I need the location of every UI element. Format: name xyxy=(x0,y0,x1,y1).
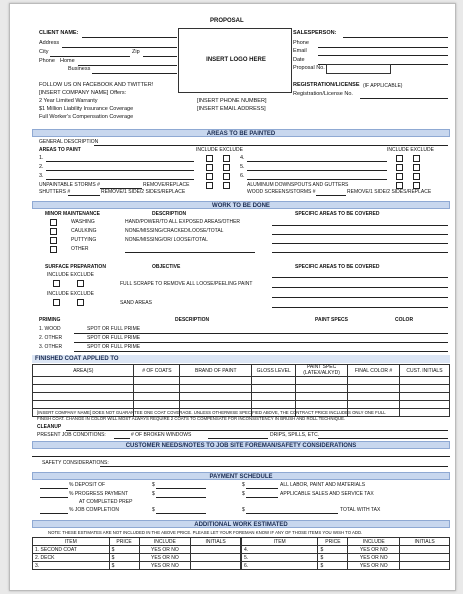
add-item-2: 2. DECK xyxy=(33,554,110,562)
deposit-dollar: $ xyxy=(152,482,155,488)
broken-windows-notes-field[interactable] xyxy=(208,438,268,439)
additional-work-title: ADDITIONAL WORK ESTIMATED xyxy=(194,522,288,528)
logo-placeholder-text: INSERT LOGO HERE xyxy=(206,57,266,63)
work-description-label: DESCRIPTION xyxy=(152,211,187,217)
progress-dollar: $ xyxy=(152,491,155,497)
address-field[interactable] xyxy=(62,47,177,48)
labor-amount-field[interactable] xyxy=(246,488,278,489)
additional-note: NOTE: THESE ESTIMATES ARE NOT INCLUDED IN THE ABOVE PRICE. PLEASE LET YOUR FOREMAN KNOW IF ANY OF THOSE ITEMS YOU WISH TO ADD. xyxy=(48,530,363,535)
add-include-4[interactable]: YES OR NO xyxy=(348,546,400,554)
zip-field[interactable] xyxy=(143,56,177,57)
home-label: Home xyxy=(60,58,75,64)
broken-windows-label: # OF BROKEN WINDOWS xyxy=(131,432,192,438)
caulking-label: CAULKING xyxy=(71,228,97,234)
tax-amount-field[interactable] xyxy=(246,497,278,498)
payment-title: PAYMENT SCHEDULE xyxy=(209,474,273,480)
caulking-areas-field[interactable] xyxy=(272,234,448,235)
include-exclude-left: INCLUDE EXCLUDE xyxy=(196,147,243,153)
area-row-2-label: 2. xyxy=(39,164,44,170)
form-title: PROPOSAL xyxy=(210,18,244,24)
proposal-no-label: Proposal No. xyxy=(293,65,325,71)
city-field[interactable] xyxy=(50,56,130,57)
specific-areas-label: SPECIFIC AREAS TO BE COVERED xyxy=(295,211,380,217)
additional-left-header-row xyxy=(33,538,241,546)
prep-areas-field-2[interactable] xyxy=(272,287,448,288)
prep-include-exclude-1: INCLUDE EXCLUDE xyxy=(47,272,94,278)
broken-windows-field[interactable] xyxy=(114,438,130,439)
add-price-2[interactable]: $ xyxy=(109,554,139,562)
prep-areas-field-3[interactable] xyxy=(272,297,448,298)
drips-field[interactable] xyxy=(318,438,448,439)
wood-screens-field[interactable] xyxy=(316,195,346,196)
add-right-col-item: ITEM xyxy=(242,538,318,546)
storms-exclude-checkbox[interactable] xyxy=(223,182,230,189)
email-placeholder: [INSERT EMAIL ADDRESS] xyxy=(197,106,266,112)
client-name-field[interactable] xyxy=(82,37,177,38)
labor-dollar: $ xyxy=(242,482,245,488)
registration-label: REGISTRATION/LICENSE xyxy=(293,82,360,88)
col-paint-spec: PAINT SPEC (LATEX/ALKYD) xyxy=(296,365,348,377)
add-price-3[interactable]: $ xyxy=(109,562,139,570)
cleanup-label: CLEANUP xyxy=(37,424,62,430)
disclaimer-line-2: FINISH COAT. CHANGE IN COLOR WILL MOST ALWAYS REQUIRE 2 COATS TO COMPENSATE FOR INCONSISTENCY IN BRUSH AND ROLL TECHNIQUE. xyxy=(37,416,346,421)
registration-no-label: Registration/License No. xyxy=(293,91,353,97)
add-left-col-include: INCLUDE xyxy=(139,538,191,546)
add-right-col-price: PRICE xyxy=(318,538,348,546)
puttying-checkbox[interactable] xyxy=(50,237,57,244)
finished-coat-header-row xyxy=(33,365,450,377)
city-label: City xyxy=(39,49,49,55)
table-row[interactable] xyxy=(33,377,450,385)
washing-label: WASHING xyxy=(71,219,95,225)
additional-right-header-row xyxy=(242,538,450,546)
storms-include-checkbox[interactable] xyxy=(206,182,213,189)
deposit-pct-field[interactable] xyxy=(40,488,68,489)
add-item-1: 1. SECOND COAT xyxy=(33,546,110,554)
other-maintenance-areas-field[interactable] xyxy=(272,252,448,253)
area-2-exclude-checkbox[interactable] xyxy=(223,164,230,171)
area-1-exclude-checkbox[interactable] xyxy=(223,155,230,162)
scrape-exclude-checkbox[interactable] xyxy=(77,280,84,287)
area-5-exclude-checkbox[interactable] xyxy=(413,164,420,171)
scrape-include-checkbox[interactable] xyxy=(53,280,60,287)
if-applicable-label: (IF APPLICABLE) xyxy=(363,83,403,89)
add-price-5[interactable]: $ xyxy=(318,554,348,562)
col-gloss: GLOSS LEVEL xyxy=(252,365,296,377)
total-amount-field[interactable] xyxy=(246,513,338,514)
area-row-1-label: 1. xyxy=(39,155,44,161)
unpaintable-storms-label: UNPAINTABLE STORMS # xyxy=(39,182,100,188)
prep-areas-field-1[interactable] xyxy=(272,277,448,278)
add-initials-5[interactable] xyxy=(400,554,450,562)
general-description-field[interactable] xyxy=(94,145,448,146)
add-initials-6[interactable] xyxy=(400,562,450,570)
business-label: Business xyxy=(68,66,91,72)
add-price-1[interactable]: $ xyxy=(109,546,139,554)
sp-email-field[interactable] xyxy=(318,55,448,56)
area-row-3-label: 3. xyxy=(39,173,44,179)
sp-phone-label: Phone xyxy=(293,40,309,46)
safety-field[interactable] xyxy=(100,466,448,467)
sales-tax-label: APPLICABLE SALES AND SERVICE TAX xyxy=(280,491,374,497)
gutters-include-checkbox[interactable] xyxy=(396,182,403,189)
area-6-include-checkbox[interactable] xyxy=(396,173,403,180)
puttying-desc: NONE/MISSING/OR/ LOOSE/TOTAL xyxy=(125,237,208,243)
client-name-label: CLIENT NAME: xyxy=(39,30,79,36)
aluminum-label: ALUMINUM DOWNSPOUTS AND GUTTERS xyxy=(247,182,349,188)
area-row-5-field[interactable] xyxy=(247,170,387,171)
area-row-4-field[interactable] xyxy=(247,161,387,162)
add-price-6[interactable]: $ xyxy=(318,562,348,570)
total-with-tax-label: TOTAL WITH TAX xyxy=(340,507,381,513)
additional-work-header xyxy=(32,520,450,528)
priming-description-label: DESCRIPTION xyxy=(175,317,210,323)
priming-other2-value: SPOT OR FULL PRIME xyxy=(87,344,141,350)
area-row-3-field[interactable] xyxy=(46,179,194,180)
completion-amount-field[interactable] xyxy=(156,513,206,514)
all-labor-label: ALL LABOR, PAINT AND MATERIALS xyxy=(280,482,366,488)
finished-coat-header xyxy=(32,355,450,363)
priming-other2-label: 3. OTHER xyxy=(39,344,63,350)
shutters-label: SHUTTERS # xyxy=(39,189,71,195)
area-row-4-label: 4. xyxy=(240,155,245,161)
area-row-2-field[interactable] xyxy=(46,170,194,171)
progress-pct-field[interactable] xyxy=(40,497,68,498)
add-include-1[interactable]: YES OR NO xyxy=(139,546,191,554)
table-row[interactable] xyxy=(33,393,450,401)
full-scrape-text: FULL SCRAPE TO REMOVE ALL LOOSE/PEELING PAINT xyxy=(120,281,253,287)
sand-exclude-checkbox[interactable] xyxy=(77,299,84,306)
table-row[interactable] xyxy=(33,385,450,393)
col-brand: BRAND OF PAINT xyxy=(180,365,252,377)
prep-include-exclude-2: INCLUDE EXCLUDE xyxy=(47,291,94,297)
shutters-field[interactable] xyxy=(68,195,100,196)
completed-prep-label: AT COMPLETED PREP xyxy=(79,499,133,505)
add-initials-4[interactable] xyxy=(400,546,450,554)
puttying-label: PUTTYING xyxy=(71,237,97,243)
disclaimer-line-1: [INSERT COMPANY NAME] DOES NOT GUARANTEE ONE COAT COVERAGE. UNLESS OTHERWISE SPECIFIED ABOVE, THE CONTRACT PRICE INCLUDES ONLY ONE FULL xyxy=(37,410,386,415)
other-maintenance-desc-field[interactable] xyxy=(125,252,255,253)
area-row-5-label: 5. xyxy=(240,164,245,170)
add-include-5[interactable]: YES OR NO xyxy=(348,554,400,562)
salesperson-label: SALESPERSON: xyxy=(293,30,337,36)
salesperson-field[interactable] xyxy=(343,37,448,38)
finished-coat-title: FINISHED COAT APPLIED TO xyxy=(35,356,119,362)
home-phone-field[interactable] xyxy=(78,65,177,66)
area-row-6-field[interactable] xyxy=(247,179,387,180)
registration-no-field[interactable] xyxy=(360,98,448,99)
wood-screens-label: WOOD SCREENS/STORMS # xyxy=(247,189,316,195)
proposal-form xyxy=(9,3,456,591)
priming-other1-label: 2. OTHER xyxy=(39,335,63,341)
warranty-text: 2 Year Limited Warranty xyxy=(39,98,98,104)
general-description-label: GENERAL DESCRIPTION xyxy=(39,139,99,145)
add-initials-3[interactable] xyxy=(191,562,241,570)
caulking-desc: NONE/MISSING/CRACKED/LOOSE/TOTAL xyxy=(125,228,224,234)
washing-checkbox[interactable] xyxy=(50,219,57,226)
priming-wood-value: SPOT OR FULL PRIME xyxy=(87,326,141,332)
progress-amount-field[interactable] xyxy=(156,497,206,498)
add-initials-1[interactable] xyxy=(191,546,241,554)
surface-prep-label: SURFACE PREPARATION xyxy=(45,264,106,270)
deposit-amount-field[interactable] xyxy=(156,488,206,489)
safety-label: SAFETY CONSIDERATIONS: xyxy=(42,460,109,466)
workers-comp-text: Full Worker's Compensation Coverage xyxy=(39,114,134,120)
customer-notes-field[interactable] xyxy=(32,456,450,457)
sp-email-label: Email xyxy=(293,48,307,54)
specific-areas2-label: SPECIFIC AREAS TO BE COVERED xyxy=(295,264,380,270)
add-left-col-item: ITEM xyxy=(33,538,110,546)
col-coats: # OF COATS xyxy=(134,365,180,377)
washing-areas-field[interactable] xyxy=(272,225,448,226)
progress-label: % PROGRESS PAYMENT xyxy=(69,491,128,497)
add-include-3[interactable]: YES OR NO xyxy=(139,562,191,570)
customer-needs-header xyxy=(32,441,450,449)
deposit-label: % DEPOSIT OF xyxy=(69,482,106,488)
cleanup-field[interactable] xyxy=(66,430,448,431)
address-label: Address xyxy=(39,40,60,46)
table-row[interactable] xyxy=(242,546,450,554)
other-maintenance-label: OTHER xyxy=(71,246,89,252)
area-5-include-checkbox[interactable] xyxy=(396,164,403,171)
add-left-col-price: PRICE xyxy=(109,538,139,546)
customer-needs-title: CUSTOMER NEEDS/NOTES TO JOB SITE FOREMAN/SAFETY CONSIDERATIONS xyxy=(125,443,357,449)
gutters-exclude-checkbox[interactable] xyxy=(413,182,420,189)
payment-header xyxy=(32,472,450,480)
table-row[interactable] xyxy=(33,546,241,554)
add-item-6: 6. xyxy=(242,562,318,570)
area-4-exclude-checkbox[interactable] xyxy=(413,155,420,162)
add-item-5: 5. xyxy=(242,554,318,562)
sand-areas-text: SAND AREAS xyxy=(120,300,152,306)
table-row[interactable] xyxy=(242,562,450,570)
wood-screens-sides: REMOVE/1 SIDE/2 SIDES/REPLACE xyxy=(347,189,432,195)
include-exclude-right: INCLUDE EXCLUDE xyxy=(387,147,434,153)
zip-label: Zip xyxy=(132,49,140,55)
work-section-title: WORK TO BE DONE xyxy=(212,203,270,209)
area-4-include-checkbox[interactable] xyxy=(396,155,403,162)
add-right-col-include: INCLUDE xyxy=(348,538,400,546)
add-item-3: 3. xyxy=(33,562,110,570)
areas-section-title: AREAS TO BE PAINTED xyxy=(206,131,276,137)
col-final-color: FINAL COLOR # xyxy=(348,365,400,377)
area-row-1-field[interactable] xyxy=(46,161,194,162)
puttying-areas-field[interactable] xyxy=(272,243,448,244)
priming-wood-line[interactable] xyxy=(74,333,448,334)
add-price-4[interactable]: $ xyxy=(318,546,348,554)
areas-to-paint-label: AREAS TO PAINT xyxy=(39,147,81,153)
priming-other2-line[interactable] xyxy=(74,351,448,352)
table-row[interactable] xyxy=(33,401,450,409)
other-maintenance-checkbox[interactable] xyxy=(50,246,57,253)
completion-label: % JOB COMPLETION xyxy=(69,507,120,513)
table-row[interactable] xyxy=(33,554,241,562)
priming-label: PRIMING xyxy=(39,317,61,323)
sand-include-checkbox[interactable] xyxy=(53,299,60,306)
business-phone-field[interactable] xyxy=(92,73,177,74)
table-row[interactable] xyxy=(242,554,450,562)
drips-label: DRIPS, SPILLS, ETC. xyxy=(270,432,320,438)
priming-wood-label: 1. WOOD xyxy=(39,326,61,332)
add-item-4: 4. xyxy=(242,546,318,554)
sp-phone-field[interactable] xyxy=(318,47,448,48)
area-2-include-checkbox[interactable] xyxy=(206,164,213,171)
caulking-checkbox[interactable] xyxy=(50,228,57,235)
phone-placeholder: [INSERT PHONE NUMBER] xyxy=(197,98,267,104)
priming-other1-value: SPOT OR FULL PRIME xyxy=(87,335,141,341)
additional-work-table-right xyxy=(241,537,450,570)
paint-specs-label: PAINT SPECS xyxy=(315,317,348,323)
minor-maintenance-label: MINOR MAINTENANCE xyxy=(45,211,100,217)
completion-dollar: $ xyxy=(152,507,155,513)
shutters-sides: REMOVE/1 SIDE/2 SIDES/REPLACE xyxy=(101,189,186,195)
add-left-col-initials: INITIALS xyxy=(191,538,241,546)
col-cust-initials: CUST. INITIALS xyxy=(399,365,449,377)
proposal-no-field[interactable] xyxy=(326,64,391,74)
col-areas: AREA(S) xyxy=(33,365,134,377)
add-include-2[interactable]: YES OR NO xyxy=(139,554,191,562)
color-label: COLOR xyxy=(395,317,414,323)
prep-areas-field-4[interactable] xyxy=(272,307,448,308)
completion-pct-field[interactable] xyxy=(40,513,68,514)
area-1-include-checkbox[interactable] xyxy=(206,155,213,162)
sp-date-label: Date xyxy=(293,57,305,63)
add-include-6[interactable]: YES OR NO xyxy=(348,562,400,570)
objective-label: OBJECTIVE xyxy=(152,264,181,270)
washing-desc: HAND/POWER/TO ALL EXPOSED AREAS/OTHER xyxy=(125,219,241,225)
area-3-exclude-checkbox[interactable] xyxy=(223,173,230,180)
areas-section-header xyxy=(32,129,450,137)
offers-text: [INSERT COMPANY NAME] Offers: xyxy=(39,90,127,96)
liability-text: $1 Million Liability Insurance Coverage xyxy=(39,106,134,112)
add-initials-2[interactable] xyxy=(191,554,241,562)
present-conditions-label: PRESENT JOB CONDITIONS: xyxy=(37,432,106,438)
priming-other1-line[interactable] xyxy=(74,342,448,343)
tax-dollar: $ xyxy=(242,491,245,497)
area-row-6-label: 6. xyxy=(240,173,245,179)
area-6-exclude-checkbox[interactable] xyxy=(413,173,420,180)
table-row[interactable] xyxy=(33,562,241,570)
follow-text: FOLLOW US ON FACEBOOK AND TWITTER! xyxy=(39,82,154,88)
additional-work-table-left xyxy=(32,537,241,570)
work-section-header xyxy=(32,201,450,209)
area-3-include-checkbox[interactable] xyxy=(206,173,213,180)
add-right-col-initials: INITIALS xyxy=(400,538,450,546)
total-dollar: $ xyxy=(242,507,245,513)
storms-remove-replace: REMOVE/REPLACE xyxy=(143,182,190,188)
phone-label: Phone xyxy=(39,58,55,64)
